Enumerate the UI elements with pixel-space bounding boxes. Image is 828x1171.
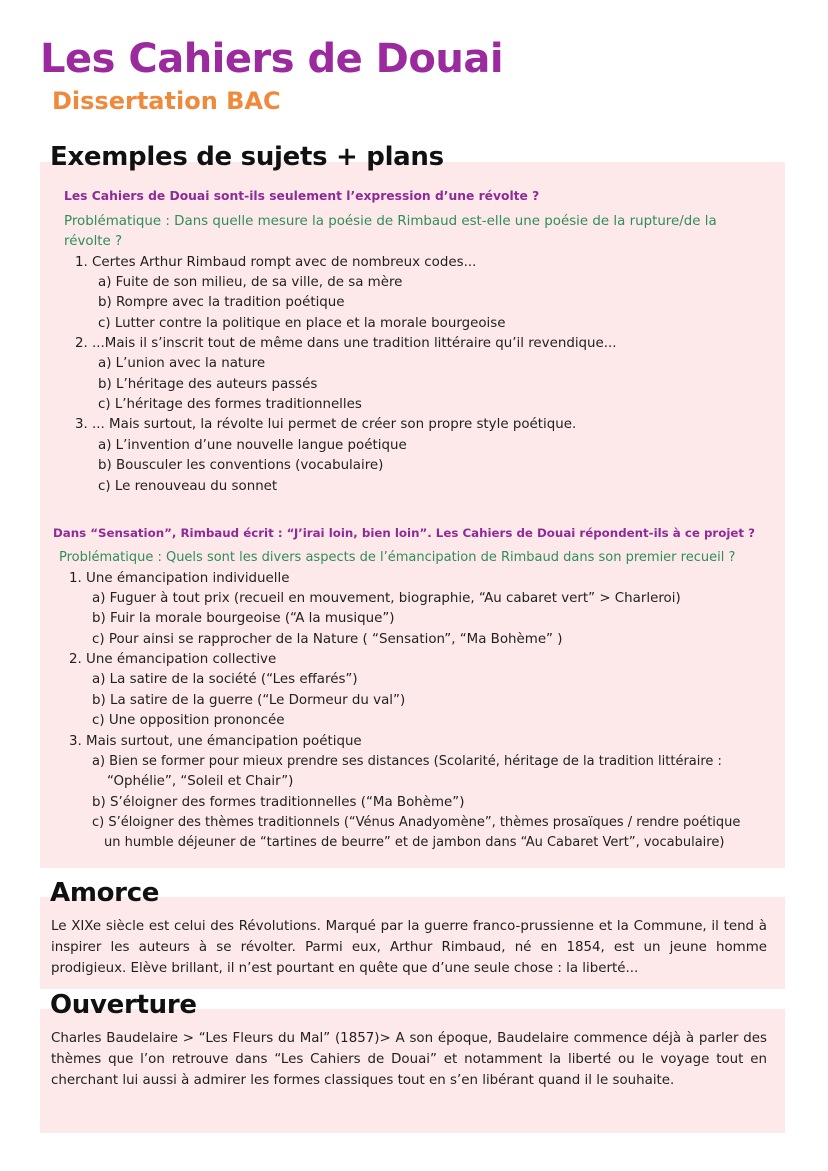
ouverture-paragraph: Charles Baudelaire > “Les Fleurs du Mal” (1857)> A son époque, Baudelaire commence déjà à parler des thèmes que l’on retrouve dans “Les Cahiers de Douai” et notamment la liberté ou le voyage tout en cherchant lui aussi à admirer les formes classiques tout en s’en libérant quand il le souhaite. [51, 1031, 767, 1088]
sujet-1-plan-sub: a) Fuite de son milieu, de sa ville, de sa mère [98, 275, 403, 290]
sujet-2-plan-sub: b) Fuir la morale bourgeoise (“A la musique”) [92, 611, 395, 626]
sujet-1-plan-sub: c) Lutter contre la politique en place et la morale bourgeoise [98, 316, 506, 331]
sujet-2-plan-sub: b) S’éloigner des formes traditionnelles (“Ma Bohème”) [92, 795, 465, 810]
sujet-1-plan-sub: b) Bousculer les conventions (vocabulaire) [98, 458, 384, 473]
document-title: Les Cahiers de Douai [40, 36, 504, 82]
section-heading-exemples: Exemples de sujets + plans [50, 142, 444, 172]
sujet-2-plan-sub: a) La satire de la société (“Les effarés”) [92, 672, 358, 687]
sujet-1-plan-part-3: 3. ... Mais surtout, la révolte lui permet de créer son propre style poétique. [75, 417, 577, 432]
sujet-1-plan-part-1: 1. Certes Arthur Rimbaud rompt avec de nombreux codes... [75, 255, 477, 270]
sujet-2-plan-part-2: 2. Une émancipation collective [69, 652, 277, 667]
sujet-1-plan-sub: a) L’invention d’une nouvelle langue poétique [98, 438, 407, 453]
sujet-2-plan-sub: a) Fuguer à tout prix (recueil en mouvement, biographie, “Au cabaret vert” > Charleroi) [92, 591, 681, 606]
sujet-1-problematique-line-2: révolte ? [64, 234, 123, 249]
sujet-1-plan-sub: c) Le renouveau du sonnet [98, 479, 278, 494]
section-heading-amorce: Amorce [50, 878, 160, 908]
sujet-2-plan-part-3: 3. Mais surtout, une émancipation poétique [69, 734, 362, 749]
sujet-2-plan-part-1: 1. Une émancipation individuelle [69, 571, 290, 586]
sujet-1-question: Les Cahiers de Douai sont-ils seulement l’expression d’une révolte ? [64, 189, 540, 203]
sujet-1-problematique-line-1: Problématique : Dans quelle mesure la poésie de Rimbaud est-elle une poésie de la rupture/de la [64, 214, 717, 229]
sujet-2-problematique: Problématique : Quels sont les divers aspects de l’émancipation de Rimbaud dans son premier recueil ? [59, 550, 736, 565]
amorce-paragraph: Le XIXe siècle est celui des Révolutions. Marqué par la guerre franco-prussienne et la Commune, il tend à inspirer les auteurs à se révolter. Parmi eux, Arthur Rimbaud, né en 1854, est un jeune homme prodigieux. Elève brillant, il n’est pourtant en quête que d’une seule chose : la liberté... [51, 919, 767, 976]
sujet-2-plan-sub: c) Pour ainsi se rapprocher de la Nature ( “Sensation”, “Ma Bohème” ) [92, 632, 563, 647]
sujet-1-plan-sub: c) L’héritage des formes traditionnelles [98, 397, 362, 412]
sujet-2-plan-sub: c) Une opposition prononcée [92, 713, 285, 728]
sujet-2-plan-sub-continuation: un humble déjeuner de “tartines de beurre” et de jambon dans “Au Cabaret Vert”, vocabulaire) [104, 835, 725, 850]
sujet-2-plan-sub-continuation: “Ophélie”, “Soleil et Chair”) [107, 774, 294, 789]
section-heading-ouverture: Ouverture [50, 990, 197, 1020]
sujet-1-plan-sub: a) L’union avec la nature [98, 356, 266, 371]
sujet-2-plan-sub: b) La satire de la guerre (“Le Dormeur du val”) [92, 693, 406, 708]
sujet-1-plan-sub: b) Rompre avec la tradition poétique [98, 295, 345, 310]
document-subtitle: Dissertation BAC [52, 87, 281, 115]
sujet-1-plan-sub: b) L’héritage des auteurs passés [98, 377, 318, 392]
sujet-2-question: Dans “Sensation”, Rimbaud écrit : “J’irai loin, bien loin”. Les Cahiers de Douai répondent-ils à ce projet ? [53, 526, 755, 540]
sujet-2-plan-sub: a) Bien se former pour mieux prendre ses distances (Scolarité, héritage de la tradition littéraire : [92, 754, 722, 769]
sujet-1-plan-part-2: 2. ...Mais il s’inscrit tout de même dans une tradition littéraire qu’il revendique... [75, 336, 617, 351]
sujet-2-plan-sub: c) S’éloigner des thèmes traditionnels (“Vénus Anadyomène”, thèmes prosaïques / rendre poétique [92, 815, 741, 830]
